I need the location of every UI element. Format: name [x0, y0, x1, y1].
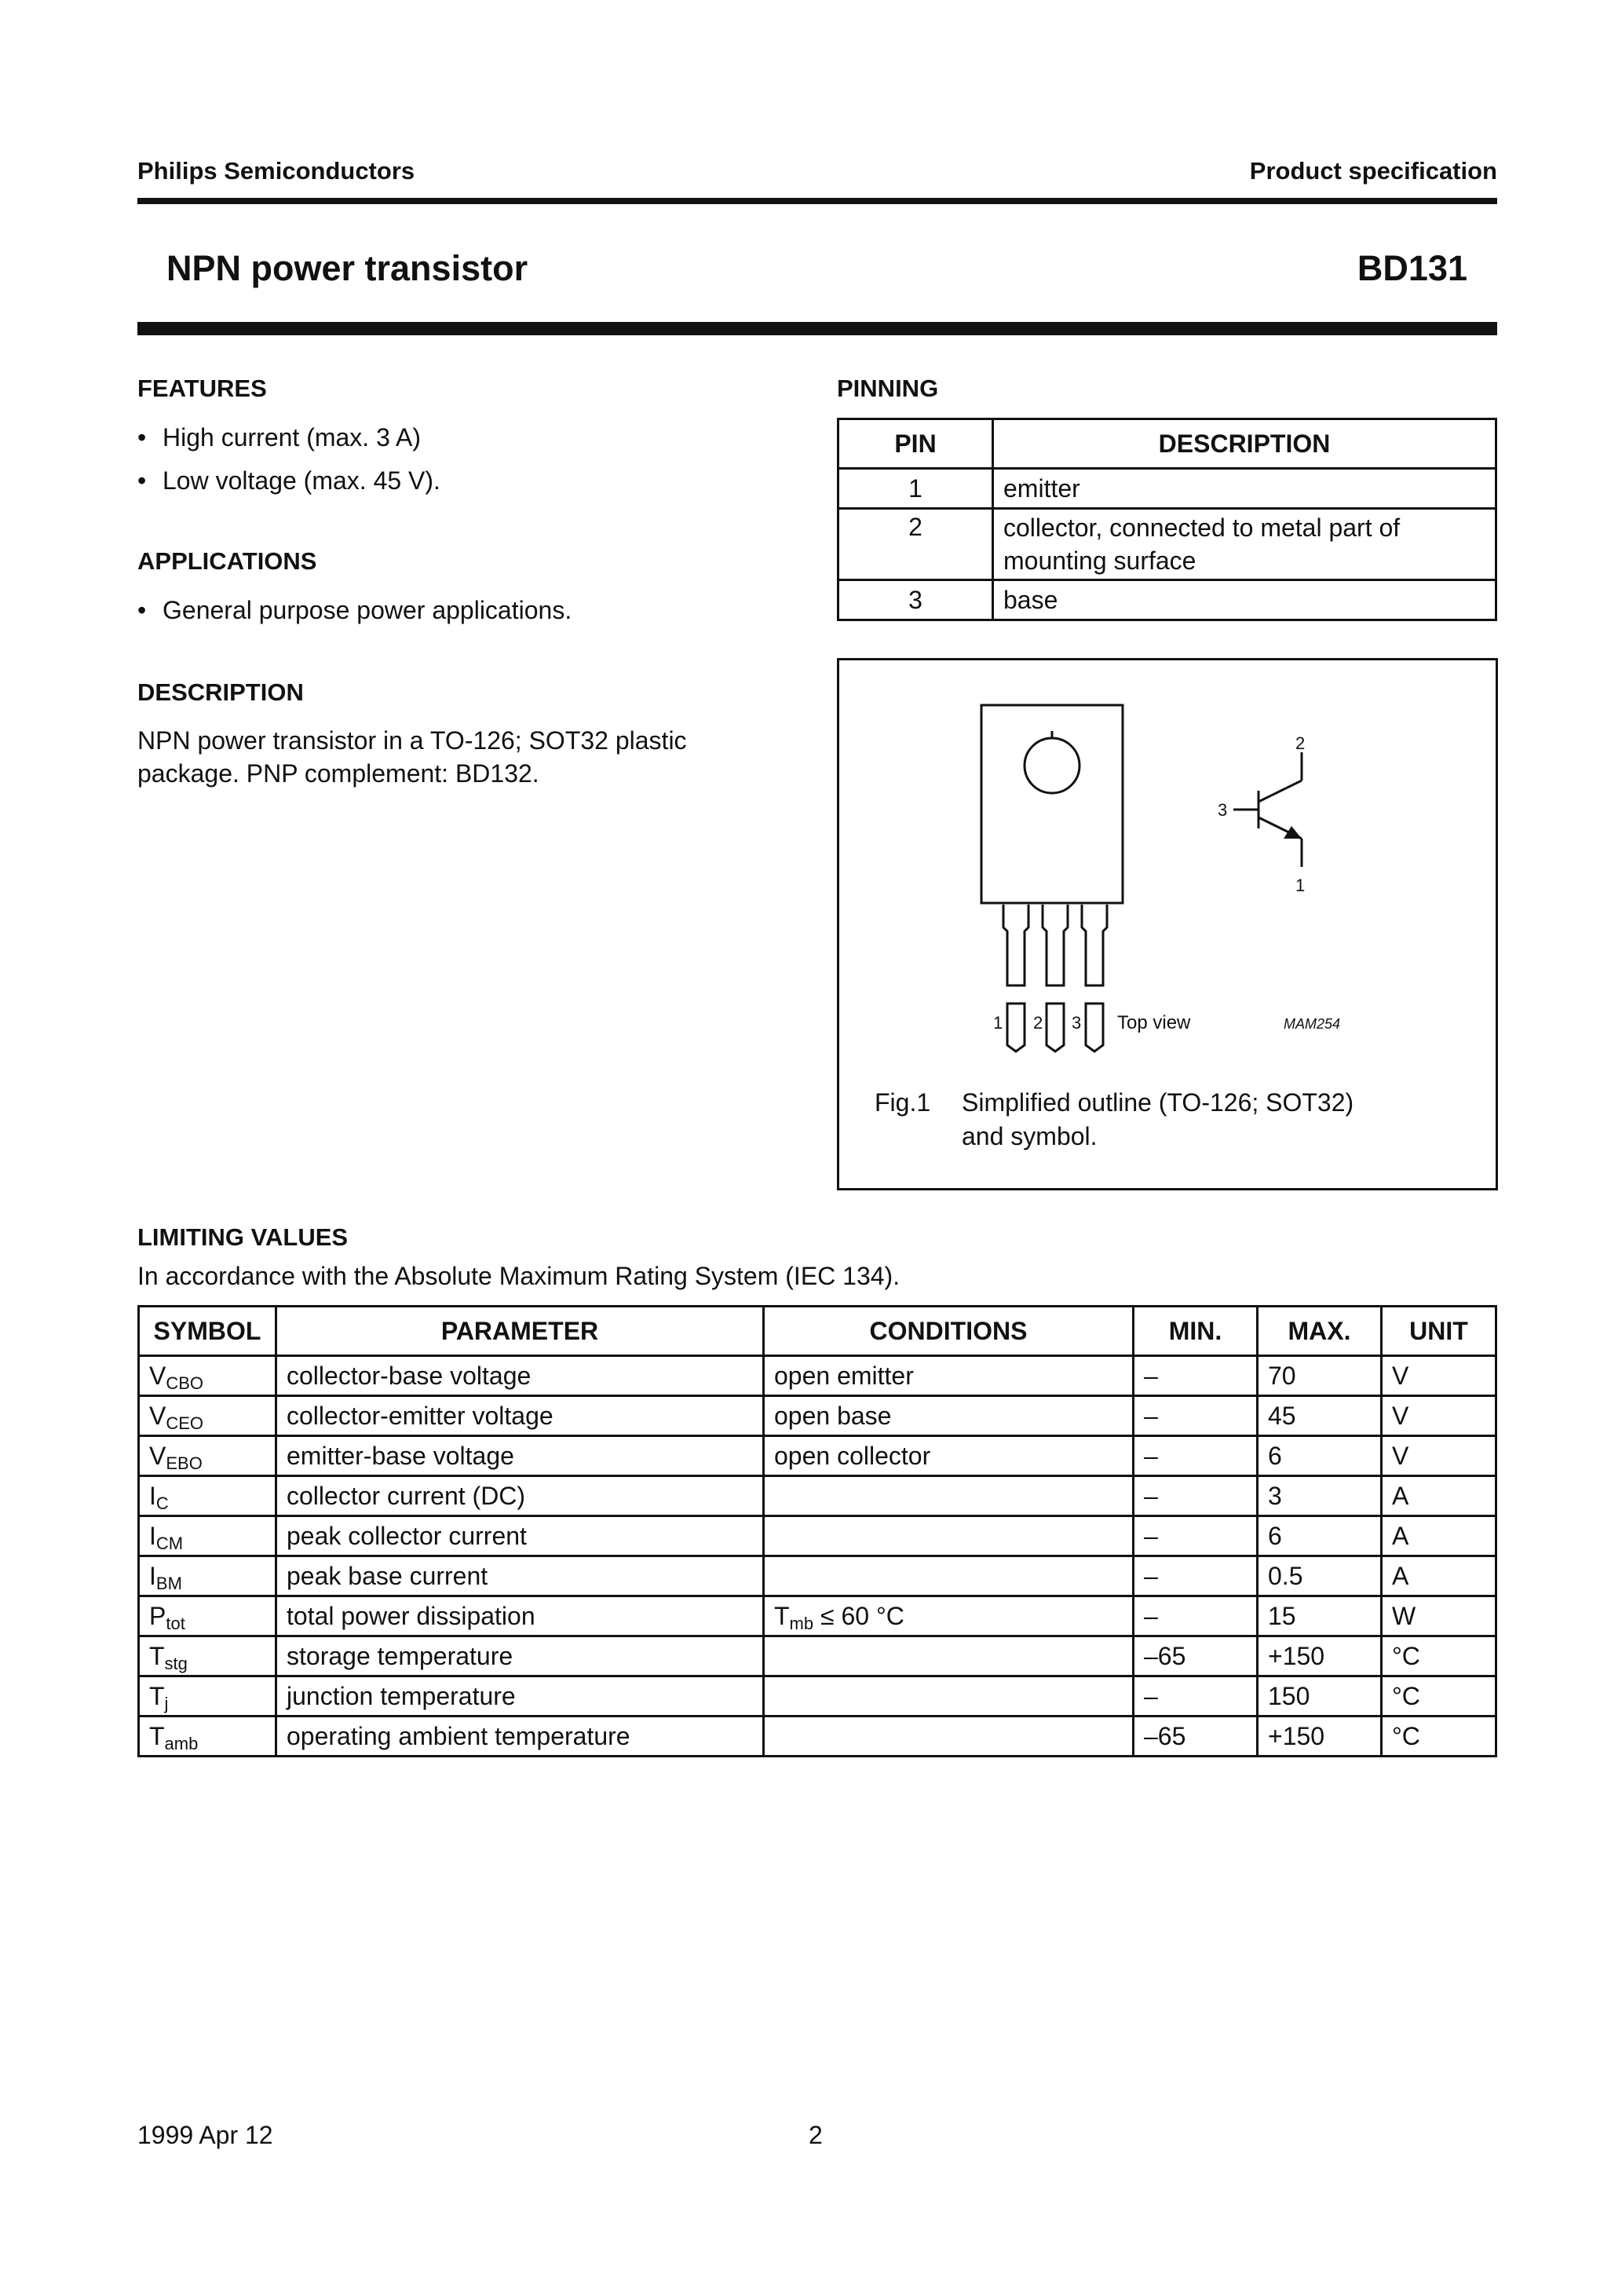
list-item: • Low voltage (max. 45 V). — [137, 459, 750, 503]
conditions-cell — [764, 1596, 1134, 1636]
symbol-cell — [139, 1476, 276, 1516]
col-parameter: PARAMETER — [276, 1307, 764, 1356]
conditions-cell — [764, 1476, 1134, 1516]
unit-cell: W — [1382, 1596, 1496, 1636]
top-view-label: Top view — [1117, 1012, 1191, 1033]
symbol-subscript: tot — [166, 1613, 185, 1633]
mounting-hole — [1025, 738, 1080, 793]
table-row — [139, 1717, 1496, 1757]
parameter-cell: junction temperature — [276, 1676, 764, 1717]
table-row — [139, 1356, 1496, 1396]
unit-cell: °C — [1382, 1636, 1496, 1676]
company-name: Philips Semiconductors — [137, 157, 415, 185]
condition-symbol: T — [774, 1601, 790, 1630]
parameter-cell: storage temperature — [276, 1636, 764, 1676]
pin-number: 3 — [838, 580, 993, 620]
symbol-letter: T — [149, 1641, 165, 1670]
header-rule — [137, 198, 1497, 204]
max-cell: 6 — [1258, 1516, 1382, 1556]
pin-description-line: mounting surface — [1003, 547, 1196, 575]
symbol-cell — [139, 1436, 276, 1476]
page-number: 2 — [809, 2121, 823, 2149]
min-cell: – — [1134, 1436, 1258, 1476]
lead-label-2: 2 — [1033, 1013, 1043, 1033]
symbol-emitter-label: 1 — [1295, 876, 1306, 895]
symbol-letter: I — [149, 1561, 156, 1590]
symbol-letter: I — [149, 1481, 156, 1510]
symbol-base-label: 3 — [1218, 800, 1228, 820]
min-cell: – — [1134, 1476, 1258, 1516]
max-cell: 0.5 — [1258, 1556, 1382, 1596]
table-row — [139, 1596, 1496, 1636]
col-description: DESCRIPTION — [993, 419, 1496, 469]
features-list — [137, 416, 750, 503]
col-conditions: CONDITIONS — [764, 1307, 1134, 1356]
parameter-cell: total power dissipation — [276, 1596, 764, 1636]
max-cell: 6 — [1258, 1436, 1382, 1476]
figure-box — [837, 658, 1498, 1190]
col-min: MIN. — [1134, 1307, 1258, 1356]
table-header-row — [139, 1307, 1496, 1356]
symbol-cell — [139, 1636, 276, 1676]
doc-type: Product specification — [1249, 157, 1497, 185]
symbol-subscript: BM — [155, 1573, 182, 1593]
parameter-cell: peak base current — [276, 1556, 764, 1596]
symbol-letter: P — [149, 1601, 166, 1630]
limiting-heading: LIMITING VALUES — [137, 1223, 349, 1251]
conditions-cell — [764, 1556, 1134, 1596]
max-cell: 70 — [1258, 1356, 1382, 1396]
unit-cell: A — [1382, 1476, 1496, 1516]
figure-code: MAM254 — [1284, 1016, 1341, 1032]
max-cell: 3 — [1258, 1476, 1382, 1516]
symbol-subscript: CBO — [166, 1373, 204, 1393]
conditions-cell — [764, 1717, 1134, 1757]
conditions-cell: open base — [764, 1396, 1134, 1436]
pinning-heading: PINNING — [837, 375, 939, 402]
table-row — [139, 1676, 1496, 1717]
min-cell: – — [1134, 1396, 1258, 1436]
parameter-cell: collector current (DC) — [276, 1476, 764, 1516]
pin-description: base — [993, 580, 1496, 620]
pin-description-line: collector, connected to metal part of — [1003, 514, 1401, 542]
parameter-cell: peak collector current — [276, 1516, 764, 1556]
figure-caption — [962, 1086, 1353, 1153]
applications-heading: APPLICATIONS — [137, 547, 317, 575]
page-title: NPN power transistor — [166, 248, 528, 288]
unit-cell: °C — [1382, 1717, 1496, 1757]
conditions-cell: open emitter — [764, 1356, 1134, 1396]
min-cell: –65 — [1134, 1636, 1258, 1676]
condition-value: ≤ 60 °C — [813, 1601, 904, 1630]
symbol-collector-label: 2 — [1295, 733, 1306, 753]
footer-date: 1999 Apr 12 — [137, 2121, 273, 2149]
symbol-letter: V — [149, 1361, 166, 1390]
max-cell: 45 — [1258, 1396, 1382, 1436]
table-row — [139, 1476, 1496, 1516]
condition-subscript: mb — [789, 1613, 814, 1633]
parameter-cell: collector-emitter voltage — [276, 1396, 764, 1436]
figure-caption-line: and symbol. — [962, 1122, 1098, 1150]
max-cell: +150 — [1258, 1717, 1382, 1757]
table-row — [139, 1636, 1496, 1676]
min-cell: – — [1134, 1596, 1258, 1636]
symbol-cell — [139, 1516, 276, 1556]
max-cell: +150 — [1258, 1636, 1382, 1676]
symbol-letter: T — [149, 1721, 165, 1750]
description-line: NPN power transistor in a TO-126; SOT32 plastic — [137, 726, 687, 755]
table-header-row — [838, 419, 1496, 469]
pin-number: 2 — [838, 509, 993, 580]
col-unit: UNIT — [1382, 1307, 1496, 1356]
description-text — [137, 724, 765, 790]
col-symbol: SYMBOL — [139, 1307, 276, 1356]
symbol-subscript: C — [155, 1493, 169, 1513]
applications-list — [137, 589, 750, 632]
table-row — [139, 1436, 1496, 1476]
title-rule — [137, 322, 1497, 335]
parameter-cell: operating ambient temperature — [276, 1717, 764, 1757]
parameter-cell: collector-base voltage — [276, 1356, 764, 1396]
parameter-cell: emitter-base voltage — [276, 1436, 764, 1476]
symbol-subscript: amb — [164, 1733, 199, 1753]
conditions-cell — [764, 1636, 1134, 1676]
max-cell: 15 — [1258, 1596, 1382, 1636]
pin-description — [993, 509, 1496, 580]
symbol-subscript: EBO — [166, 1453, 203, 1473]
min-cell: – — [1134, 1356, 1258, 1396]
symbol-cell — [139, 1596, 276, 1636]
table-row — [838, 469, 1496, 509]
leads — [1003, 905, 1107, 1051]
table-row — [838, 580, 1496, 620]
limiting-subtitle: In accordance with the Absolute Maximum Rating System (IEC 134). — [137, 1262, 901, 1290]
max-cell: 150 — [1258, 1676, 1382, 1717]
list-item: • High current (max. 3 A) — [137, 416, 750, 459]
symbol-subscript: CEO — [166, 1413, 204, 1433]
figure-caption-line: Simplified outline (TO-126; SOT32) — [962, 1088, 1354, 1117]
conditions-cell — [764, 1676, 1134, 1717]
lead-label-1: 1 — [993, 1013, 1003, 1033]
min-cell: –65 — [1134, 1717, 1258, 1757]
features-heading: FEATURES — [137, 375, 267, 402]
part-number: BD131 — [1357, 248, 1467, 288]
symbol-cell — [139, 1717, 276, 1757]
unit-cell: A — [1382, 1556, 1496, 1596]
list-item: • General purpose power applications. — [137, 589, 750, 632]
symbol-letter: V — [149, 1441, 166, 1470]
symbol-cell — [139, 1676, 276, 1717]
figure-number: Fig.1 — [875, 1088, 931, 1117]
unit-cell: °C — [1382, 1676, 1496, 1717]
min-cell: – — [1134, 1676, 1258, 1717]
symbol-subscript: CM — [155, 1533, 184, 1553]
limiting-values-table — [137, 1305, 1497, 1757]
pin-number: 1 — [838, 469, 993, 509]
npn-transistor-symbol — [1233, 752, 1302, 867]
symbol-subscript: stg — [164, 1653, 188, 1673]
col-pin: PIN — [838, 419, 993, 469]
symbol-subscript: j — [164, 1693, 169, 1713]
unit-cell: V — [1382, 1356, 1496, 1396]
description-heading: DESCRIPTION — [137, 678, 304, 706]
pin-description: emitter — [993, 469, 1496, 509]
table-row — [139, 1516, 1496, 1556]
col-max: MAX. — [1258, 1307, 1382, 1356]
unit-cell: V — [1382, 1396, 1496, 1436]
table-row — [838, 509, 1496, 580]
table-row — [139, 1396, 1496, 1436]
symbol-letter: V — [149, 1401, 166, 1430]
symbol-letter: T — [149, 1681, 165, 1710]
lead-label-3: 3 — [1072, 1013, 1082, 1033]
unit-cell: V — [1382, 1436, 1496, 1476]
min-cell: – — [1134, 1556, 1258, 1596]
symbol-cell — [139, 1396, 276, 1436]
conditions-cell: open collector — [764, 1436, 1134, 1476]
symbol-cell — [139, 1556, 276, 1596]
conditions-cell — [764, 1516, 1134, 1556]
min-cell: – — [1134, 1516, 1258, 1556]
unit-cell: A — [1382, 1516, 1496, 1556]
description-line: package. PNP complement: BD132. — [137, 759, 539, 788]
table-row — [139, 1556, 1496, 1596]
symbol-letter: I — [149, 1521, 156, 1550]
pinning-table — [837, 418, 1497, 621]
symbol-cell — [139, 1356, 276, 1396]
limiting-values-rows — [139, 1356, 1496, 1757]
